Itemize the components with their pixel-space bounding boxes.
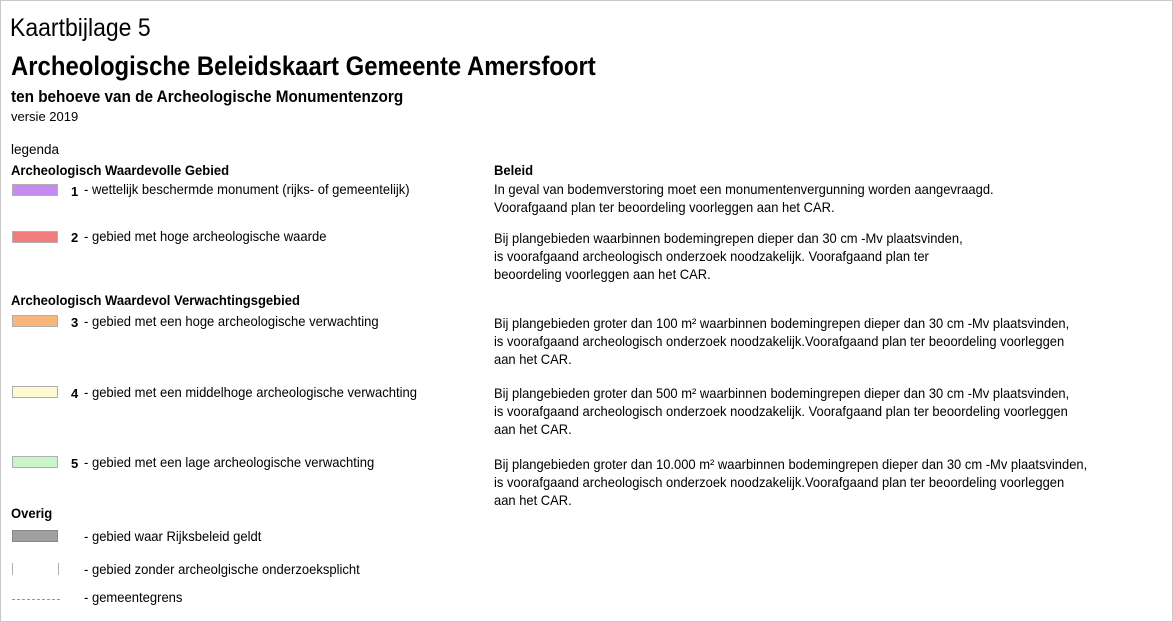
beleid-line: Voorafgaand plan ter beoordeling voorleggen aan het CAR.: [494, 199, 835, 215]
page-subtitle: ten behoeve van de Archeologische Monumentenzorg: [11, 87, 404, 106]
legend-label-gemeentegrens: - gemeentegrens: [84, 589, 183, 605]
legend-label-1: - wettelijk beschermde monument (rijks- of gemeentelijk): [84, 181, 410, 197]
section-overig-heading: Overig: [11, 505, 53, 521]
legend-number-5: 5: [71, 456, 79, 471]
legend-swatch-4: [12, 386, 58, 398]
legend-number-1: 1: [71, 184, 79, 199]
beleid-line: aan het CAR.: [494, 421, 572, 437]
beleid-line: is voorafgaand archeologisch onderzoek noodzakelijk.Voorafgaand plan ter beoordeling voorleggen: [494, 333, 1065, 349]
legend-swatch-3: [12, 315, 58, 327]
beleid-line: Bij plangebieden groter dan 10.000 m² waarbinnen bodemingrepen dieper dan 30 cm -Mv plaatsvinden,: [494, 456, 1088, 472]
beleid-text-5: [494, 455, 1087, 509]
beleid-line: is voorafgaand archeologisch onderzoek noodzakelijk. Voorafgaand plan ter beoordeling voorleggen: [494, 403, 1068, 419]
beleid-line: is voorafgaand archeologisch onderzoek noodzakelijk. Voorafgaand plan ter: [494, 248, 929, 264]
legend-label-5: - gebied met een lage archeologische verwachting: [84, 454, 375, 470]
legend-swatch-5: [12, 456, 58, 468]
legend-label: legenda: [11, 142, 60, 157]
version-label: versie 2019: [11, 109, 79, 124]
legend-label-rijksbeleid: - gebied waar Rijksbeleid geldt: [84, 528, 262, 544]
beleid-text-1: [494, 180, 994, 216]
legend-label-2: - gebied met hoge archeologische waarde: [84, 228, 327, 244]
beleid-line: aan het CAR.: [494, 351, 572, 367]
beleid-line: beoordeling voorleggen aan het CAR.: [494, 266, 711, 282]
beleid-text-3: [494, 314, 1069, 368]
beleid-line: aan het CAR.: [494, 492, 572, 508]
beleid-line: Bij plangebieden waarbinnen bodemingrepen dieper dan 30 cm -Mv plaatsvinden,: [494, 230, 963, 246]
beleid-line: In geval van bodemverstoring moet een monumentenvergunning worden aangevraagd.: [494, 181, 994, 197]
beleid-line: is voorafgaand archeologisch onderzoek noodzakelijk.Voorafgaand plan ter beoordeling voorleggen: [494, 474, 1065, 490]
beleid-line: Bij plangebieden groter dan 100 m² waarbinnen bodemingrepen dieper dan 30 cm -Mv plaatsvinden,: [494, 315, 1070, 331]
beleid-heading: Beleid: [494, 162, 534, 178]
legend-swatch-rijksbeleid: [12, 530, 58, 542]
legend-swatch-2: [12, 231, 58, 243]
legend-label-geen-onderzoeksplicht: - gebied zonder archeolgische onderzoeksplicht: [84, 561, 360, 577]
section-verwachting-heading: Archeologisch Waardevol Verwachtingsgebied: [11, 292, 300, 308]
beleid-text-4: [494, 384, 1069, 438]
legend-swatch-1: [12, 184, 58, 196]
legend-number-3: 3: [71, 315, 79, 330]
legend-label-3: - gebied met een hoge archeologische verwachting: [84, 313, 379, 329]
section-waardevol-heading: Archeologisch Waardevolle Gebied: [11, 162, 230, 178]
legend-number-2: 2: [71, 230, 79, 245]
legend-label-4: - gebied met een middelhoge archeologische verwachting: [84, 384, 417, 400]
page-title: Archeologische Beleidskaart Gemeente Amersfoort: [11, 51, 596, 81]
legend-swatch-geen-onderzoeksplicht: [12, 563, 59, 575]
legend-line-gemeentegrens: [12, 599, 60, 600]
beleid-line: Bij plangebieden groter dan 500 m² waarbinnen bodemingrepen dieper dan 30 cm -Mv plaatsvinden,: [494, 385, 1070, 401]
appendix-number: Kaartbijlage 5: [10, 14, 151, 42]
legend-number-4: 4: [71, 386, 79, 401]
beleid-text-2: [494, 229, 963, 283]
